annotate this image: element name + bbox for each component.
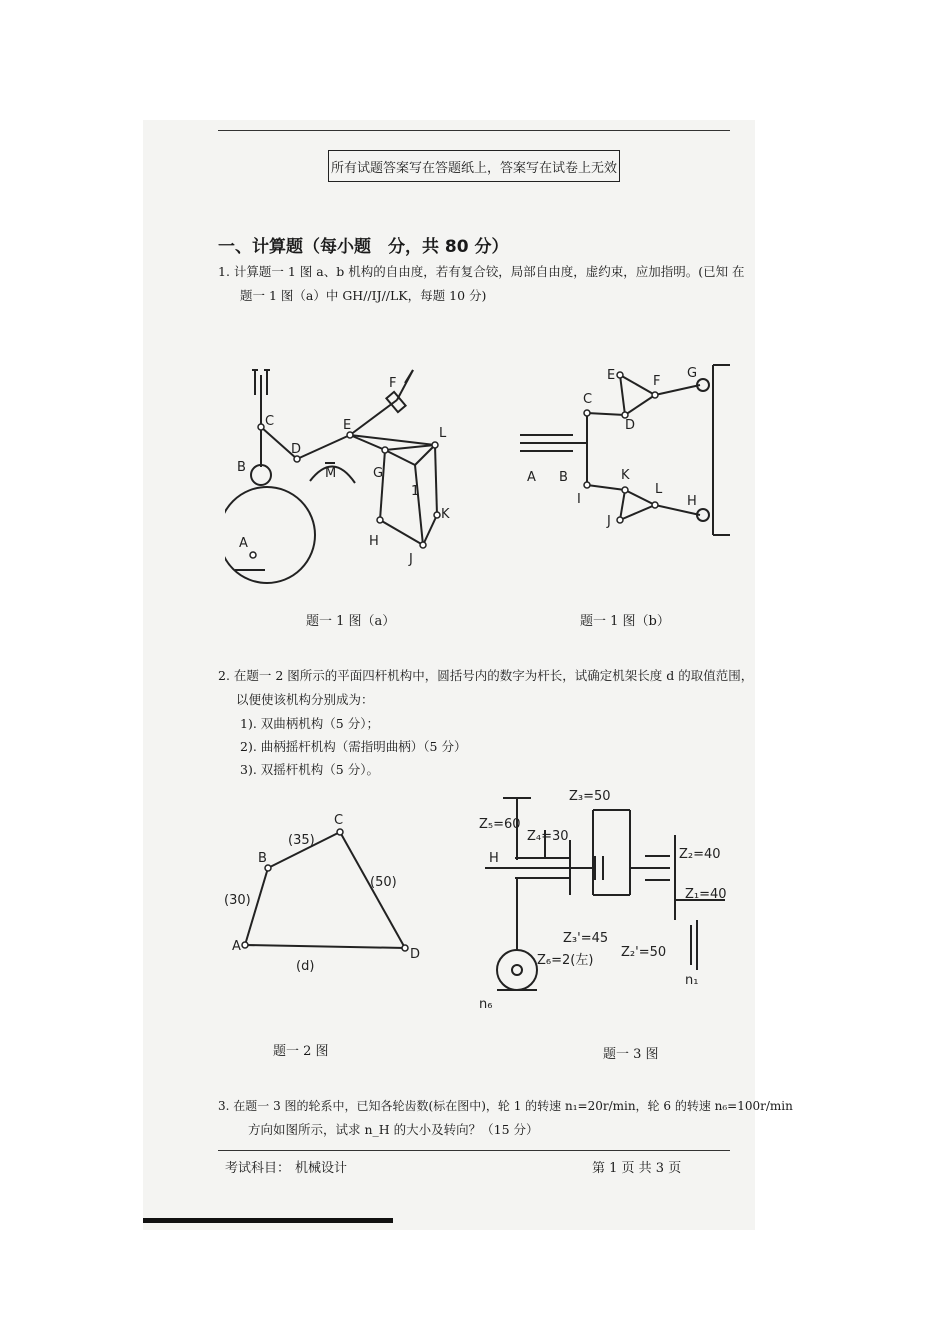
footer-subject: 机械设计 [295,1161,348,1176]
fig1b-label-j: J [607,514,611,529]
fig2-label-ab: (30) [224,893,251,908]
q2-line2: 以便使该机构分别成为： [236,692,374,707]
q2-item-2: 2). 曲柄摇杆机构（需指明曲柄）（5 分） [240,739,467,754]
fig1a-label-l: L [439,426,447,441]
figure-2 [220,810,440,980]
fig2-label-bc: (35) [288,833,315,848]
fig1b-caption: 题一 1 图（b） [580,614,670,629]
fig1b-label-a: A [527,470,536,485]
fig2-label-ad: (d) [296,959,315,974]
fig1b-label-h: H [687,494,697,509]
fig3-label-h: H [489,851,499,866]
fig3-label-n1: n₁ [685,973,699,988]
fig1a-label-j: J [409,552,413,567]
fig3-label-z6: Z₆=2(左) [537,953,594,968]
fig1b-label-g: G [687,366,698,381]
q1-line1: 1. 计算题一 1 图 a、b 机构的自由度，若有复合铰，局部自由度，虚约束，应加指明。(已知 在 [218,264,745,279]
figure-1b [515,355,740,545]
q2-line1: 2. 在题一 2 图所示的平面四杆机构中，圆括号内的数字为杆长，试确定机架长度 d 的取值范围， [218,668,754,683]
fig1b-label-b: B [559,470,568,485]
top-rule [218,130,730,131]
fig1a-label-c: C [265,414,275,429]
fig2-label-c: C [334,813,344,828]
fig3-label-z2: Z₂=40 [679,847,721,862]
footer-page: 第 1 页 共 3 页 [592,1161,682,1176]
q2-item-3: 3). 双摇杆机构（5 分）。 [240,762,379,777]
fig1b-label-c: C [583,392,593,407]
fig1a-label-d: D [291,442,302,457]
q1-line2: 题一 1 图（a）中 GH//IJ//LK，每题 10 分) [240,288,487,303]
fig2-label-cd: (50) [370,875,397,890]
fig1b-label-k: K [621,468,630,483]
fig3-label-z1: Z₁=40 [685,887,727,902]
q3-line2: 方向如图所示，试求 n_H 的大小及转向？（15 分） [248,1122,539,1137]
header-notice: 所有试题答案写在答题纸上，答案写在试卷上无效 [328,150,620,182]
fig2-label-b: B [258,851,267,866]
fig1a-label-f: F [389,376,397,391]
figure-1a [225,355,470,595]
fig3-label-z3p: Z₃'=45 [563,931,609,946]
section-title: 一、计算题（每小题 分，共 80 分） [218,237,509,257]
fig2-label-a: A [232,939,241,954]
fig1b-label-e: E [607,368,616,383]
fig1a-label-k: K [441,507,450,522]
fig2-caption: 题一 2 图 [273,1044,329,1059]
footer-rule [218,1150,730,1151]
fig1a-label-b: B [237,460,246,475]
q3-line1: 3. 在题一 3 图的轮系中，已知各轮齿数(标在图中)，轮 1 的转速 n₁=20r/min，轮 6 的转速 n₆=100r/min [218,1099,793,1113]
fig3-label-n6: n₆ [479,997,493,1012]
fig3-label-z3: Z₃=50 [569,789,611,804]
fig1b-label-l: L [655,482,663,497]
fig1a-label-e: E [343,418,352,433]
fig1a-caption: 题一 1 图（a） [306,614,396,629]
scan-edge-bar [143,1218,393,1223]
q2-item-1: 1). 双曲柄机构（5 分）； [240,716,379,731]
fig2-label-d: D [410,947,421,962]
fig1b-label-d: D [625,418,636,433]
fig3-label-z5: Z₅=60 [479,817,521,832]
fig1a-label-h: H [369,534,379,549]
figure-3 [475,780,745,1020]
fig3-caption: 题一 3 图 [603,1047,659,1062]
fig3-label-z2p: Z₂'=50 [621,945,667,960]
fig1a-label-g: G [373,466,384,481]
fig1a-label-a: A [239,536,248,551]
fig1b-label-i: I [577,492,581,507]
fig1a-label-m: M [325,466,337,481]
footer-subject-label: 考试科目： [225,1161,291,1176]
fig1b-label-f: F [653,374,661,389]
fig3-label-z4: Z₄=30 [527,829,569,844]
fig1a-label-1: 1 [411,484,420,499]
